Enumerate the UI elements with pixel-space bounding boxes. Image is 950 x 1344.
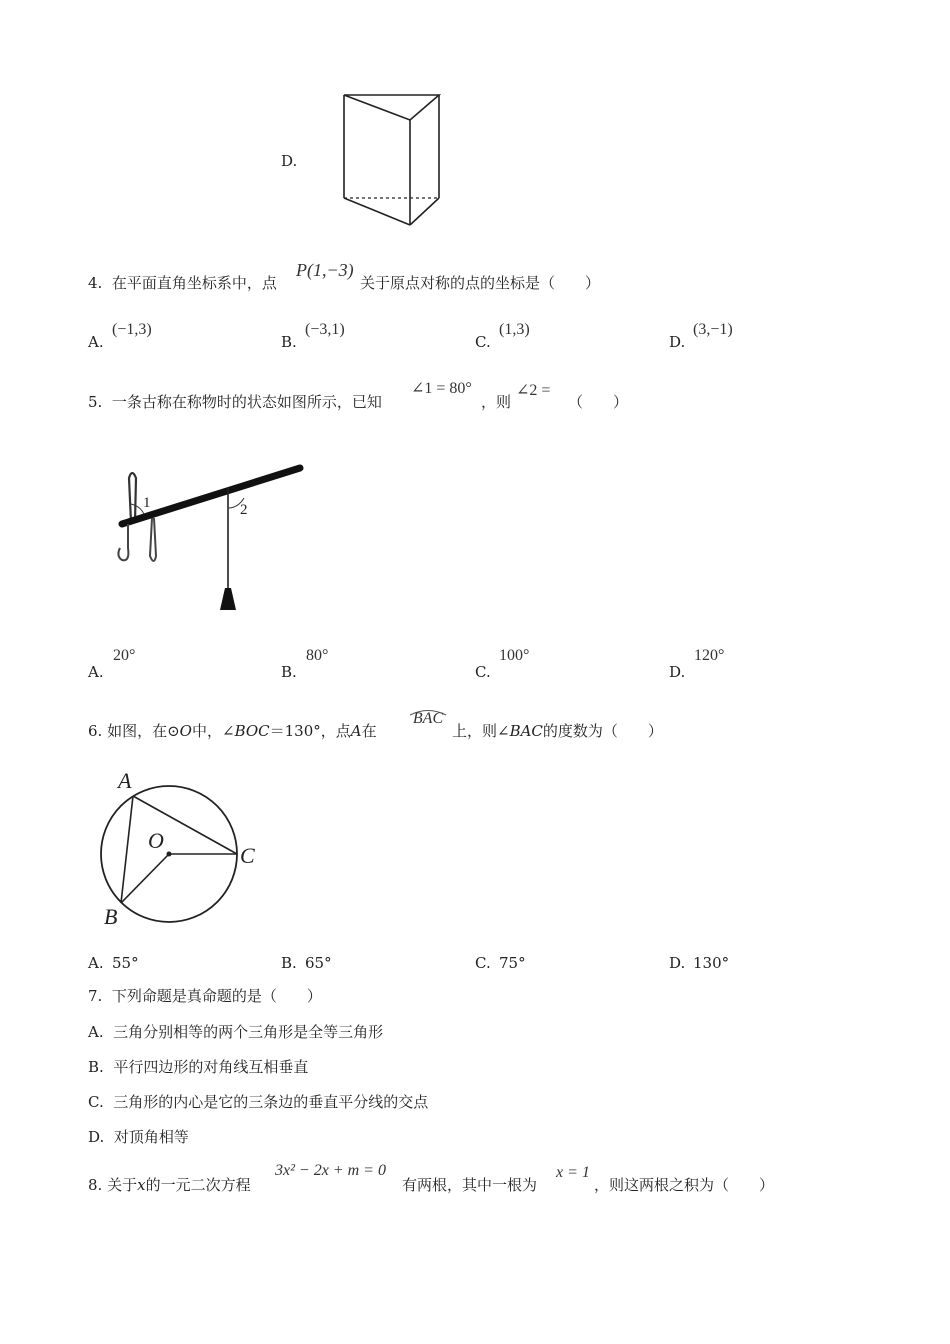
- q7-option-c-label: C.: [88, 1093, 104, 1111]
- q4-text-after: 关于原点对称的点的坐标是（ ）: [360, 274, 601, 292]
- q4-text-before: 在平面直角坐标系中，点: [111, 274, 277, 292]
- segment-ob: [121, 854, 169, 903]
- angle-1-label: 1: [143, 495, 151, 511]
- center-dot: [167, 852, 172, 857]
- question-6: [88, 721, 377, 741]
- q6-option-d-value: 130°: [693, 954, 730, 972]
- weight: [220, 588, 236, 610]
- q6-text-6: 的度数为（ ）: [542, 722, 663, 740]
- q5-number: 5.: [88, 393, 103, 411]
- label-c: C: [240, 843, 255, 868]
- q6-text-2: 中，∠: [191, 722, 235, 740]
- segment-ab: [121, 796, 133, 903]
- q6-option-b-label: B.: [281, 954, 297, 972]
- q4-option-d-value: (3,−1): [693, 321, 733, 338]
- label-o: O: [148, 828, 164, 853]
- angle-2-label: 2: [240, 502, 248, 518]
- question-5: [88, 392, 382, 412]
- prism-top-face: [344, 95, 439, 120]
- steelyard-figure: [108, 460, 308, 620]
- q6-option-c-label: C.: [475, 954, 491, 972]
- q7-number: 7.: [88, 987, 103, 1005]
- q6-option-b-value: 65°: [305, 954, 332, 972]
- q8-var: x: [137, 1176, 146, 1194]
- q4-point: P(1,−3): [296, 260, 354, 280]
- q5-option-b-value: 80°: [306, 647, 329, 664]
- q4-option-c-label: C.: [475, 333, 491, 351]
- q4-option-c-value: (1,3): [499, 321, 530, 338]
- q5-text-mid: ，则: [481, 393, 512, 411]
- q4-option-b-label: B.: [281, 333, 297, 351]
- q7-option-a-value: 三角分别相等的两个三角形是全等三角形: [113, 1023, 384, 1041]
- q5-option-d-label: D.: [669, 663, 686, 681]
- q7-option-b-label: B.: [88, 1058, 104, 1076]
- q4-option-b-value: (−3,1): [305, 321, 345, 338]
- triangular-prism-figure: [335, 88, 447, 233]
- question-7: [88, 986, 322, 1006]
- q6-angle2: BAC: [509, 722, 543, 740]
- q4-option-a-label: A.: [88, 333, 104, 351]
- q6-arc: BAC: [412, 710, 444, 727]
- q7-option-c: [88, 1092, 428, 1112]
- q6-text-5: 上，则∠: [452, 722, 510, 740]
- q5-option-c-value: 100°: [499, 647, 530, 664]
- q8-number: 8.: [88, 1176, 103, 1194]
- q5-option-a-label: A.: [88, 663, 104, 681]
- q6-point: A: [350, 722, 362, 740]
- q5-option-d-value: 120°: [694, 647, 725, 664]
- q7-option-b: [88, 1057, 308, 1077]
- q8-root: x = 1: [556, 1164, 590, 1181]
- question-4: [88, 273, 277, 293]
- q6-arc-notation: [408, 706, 448, 736]
- q6-option-a-value: 55°: [112, 954, 139, 972]
- q5-given: ∠1 = 80°: [411, 380, 472, 397]
- q5-text-after: （ ）: [568, 393, 629, 411]
- label-a: A: [118, 768, 132, 793]
- q5-option-a-value: 20°: [113, 647, 136, 664]
- q4-number: 4.: [88, 274, 103, 292]
- prism-bottom-front-left: [344, 198, 410, 225]
- circle-figure: [96, 766, 266, 931]
- q6-option-a-label: A.: [88, 954, 104, 972]
- q7-text: 下列命题是真命题的是（ ）: [111, 987, 322, 1005]
- q6-circle: O: [179, 722, 192, 740]
- label-b: B: [104, 904, 118, 929]
- q6-text-tail: [452, 721, 663, 741]
- q5-option-b-label: B.: [281, 663, 297, 681]
- q4-option-d-label: D.: [669, 333, 686, 351]
- q7-option-b-value: 平行四边形的对角线互相垂直: [113, 1058, 309, 1076]
- q8-text-3: 有两根，其中一根为: [402, 1176, 538, 1194]
- q6-text-3: ＝130°，点: [269, 722, 351, 740]
- q7-option-a-label: A.: [88, 1023, 104, 1041]
- prism-bottom-front-right: [410, 198, 439, 225]
- q6-text-4: 在: [361, 722, 377, 740]
- q8-text-2: 的一元二次方程: [145, 1176, 251, 1194]
- q8-text-4: ，则这两根之积为（ ）: [594, 1176, 775, 1194]
- q7-option-d-label: D.: [88, 1128, 105, 1146]
- q7-option-d: [88, 1127, 189, 1147]
- q5-option-c-label: C.: [475, 663, 491, 681]
- q5-text-before: 一条古称在称物时的状态如图所示，已知: [111, 393, 382, 411]
- q3-option-d-label: D.: [281, 152, 298, 170]
- q8-text-1: 关于: [107, 1176, 138, 1194]
- q6-number: 6.: [88, 722, 103, 740]
- q6-angle: BOC: [234, 722, 270, 740]
- q4-option-a-value: (−1,3): [112, 321, 152, 338]
- q7-option-c-value: 三角形的内心是它的三条边的垂直平分线的交点: [113, 1093, 429, 1111]
- q8-equation: 3x² − 2x + m = 0: [275, 1162, 386, 1179]
- question-8: [88, 1175, 251, 1195]
- second-loop: [150, 518, 156, 561]
- q6-option-c-value: 75°: [499, 954, 526, 972]
- lifting-rope: [129, 473, 136, 522]
- q6-option-d-label: D.: [669, 954, 686, 972]
- q7-option-d-value: 对顶角相等: [113, 1128, 189, 1146]
- q5-ask: ∠2 =: [516, 382, 551, 399]
- hook: [118, 524, 128, 560]
- q6-text-1: 如图，在⊙: [107, 722, 180, 740]
- q7-option-a: [88, 1022, 383, 1042]
